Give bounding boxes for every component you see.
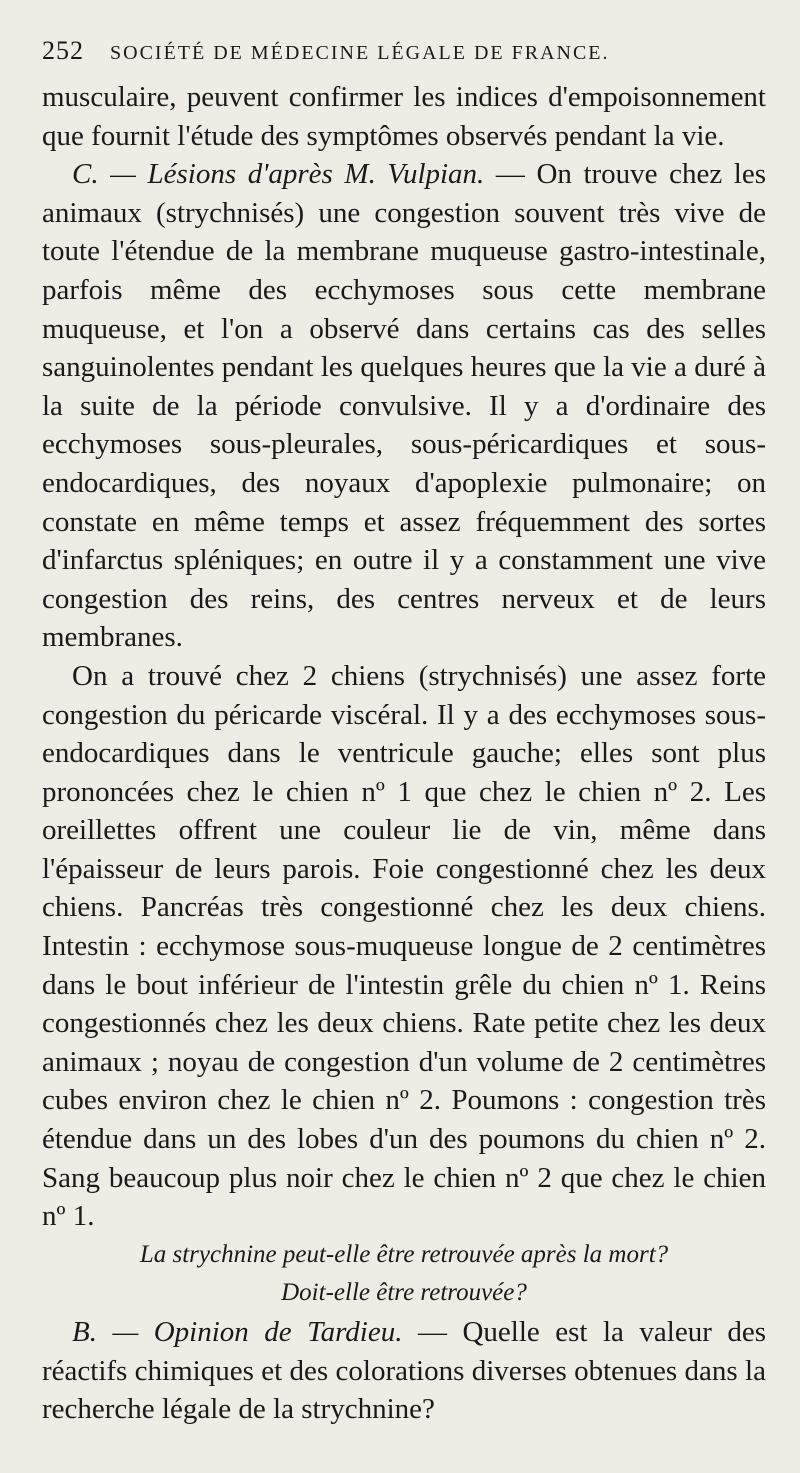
paragraph-tardieu-body: — Quelle est la valeur des réactifs chimiques et des colorations diverses obtenues dans la recherche légale de la strychnine? [42,1316,766,1426]
page-number: 252 [42,36,84,65]
paragraph-dogs: On a trouvé chez 2 chiens (strychnisés) une assez forte congestion du péricarde viscéral. Il y a des ecchymoses sous-endocardiques dans le ventricule gauche; elles sont plus prononcées chez le chien nº 1 que chez le chien nº 2. Les oreillettes offrent une couleur lie de vin, même dans l'épaisseur de leurs parois. Foie congestionné chez les deux chiens. Pancréas très congestionné chez les deux chiens. Intestin : ecchymose sous-muqueuse longue de 2 centimètres dans le bout inférieur de l'intestin grêle du chien nº 1. Reins congestionnés chez les deux chiens. Rate petite chez les deux animaux ; noyau de congestion d'un volume de 2 centimètres cubes environ chez le chien nº 2. Poumons : congestion très étendue dans un des lobes d'un des poumons du chien nº 2. Sang beaucoup plus noir chez le chien nº 2 que chez le chien nº 1. [42,659,766,1233]
section-heading-tardieu: B. — Opinion de Tardieu. [72,1316,403,1348]
paragraph-vulpian-body: — On trouve chez les animaux (strychnisés) une congestion souvent très vive de toute l'étendue de la membrane muqueuse gastro-intestinale, parfois même des ecchymoses sous cette membrane muqueuse, et l'on a observé dans certains cas des selles sanguinolentes pendant les quelques heures que la vie a duré à la suite de la période convulsive. Il y a d'ordinaire des ecchymoses sous-pleurales, sous-péricardiques et sous-endocardiques, des noyaux d'apoplexie pulmonaire; on constate en même temps et assez fréquemment des sortes d'infarctus spléniques; en outre il y a constamment une vive congestion des reins, des centres nerveux et de leurs membranes. [42,158,766,654]
section-heading-vulpian: C. — Lésions d'après M. Vulpian. [72,158,485,191]
paragraph-vulpian [42,155,766,657]
question-heading-1: La strychnine peut-elle être retrouvée après la mort? [139,1240,669,1268]
running-head: SOCIÉTÉ DE MÉDECINE LÉGALE DE FRANCE. [110,42,610,64]
question-heading-2: Doit-elle être retrouvée? [281,1279,527,1307]
paragraph-tardieu [42,1313,766,1429]
paragraph-continuation: musculaire, peuvent confirmer les indices d'empoisonnement que fournit l'étude des symptômes observés pendant la vie. [42,81,766,152]
body-text [42,78,766,1429]
page-header [42,36,766,78]
